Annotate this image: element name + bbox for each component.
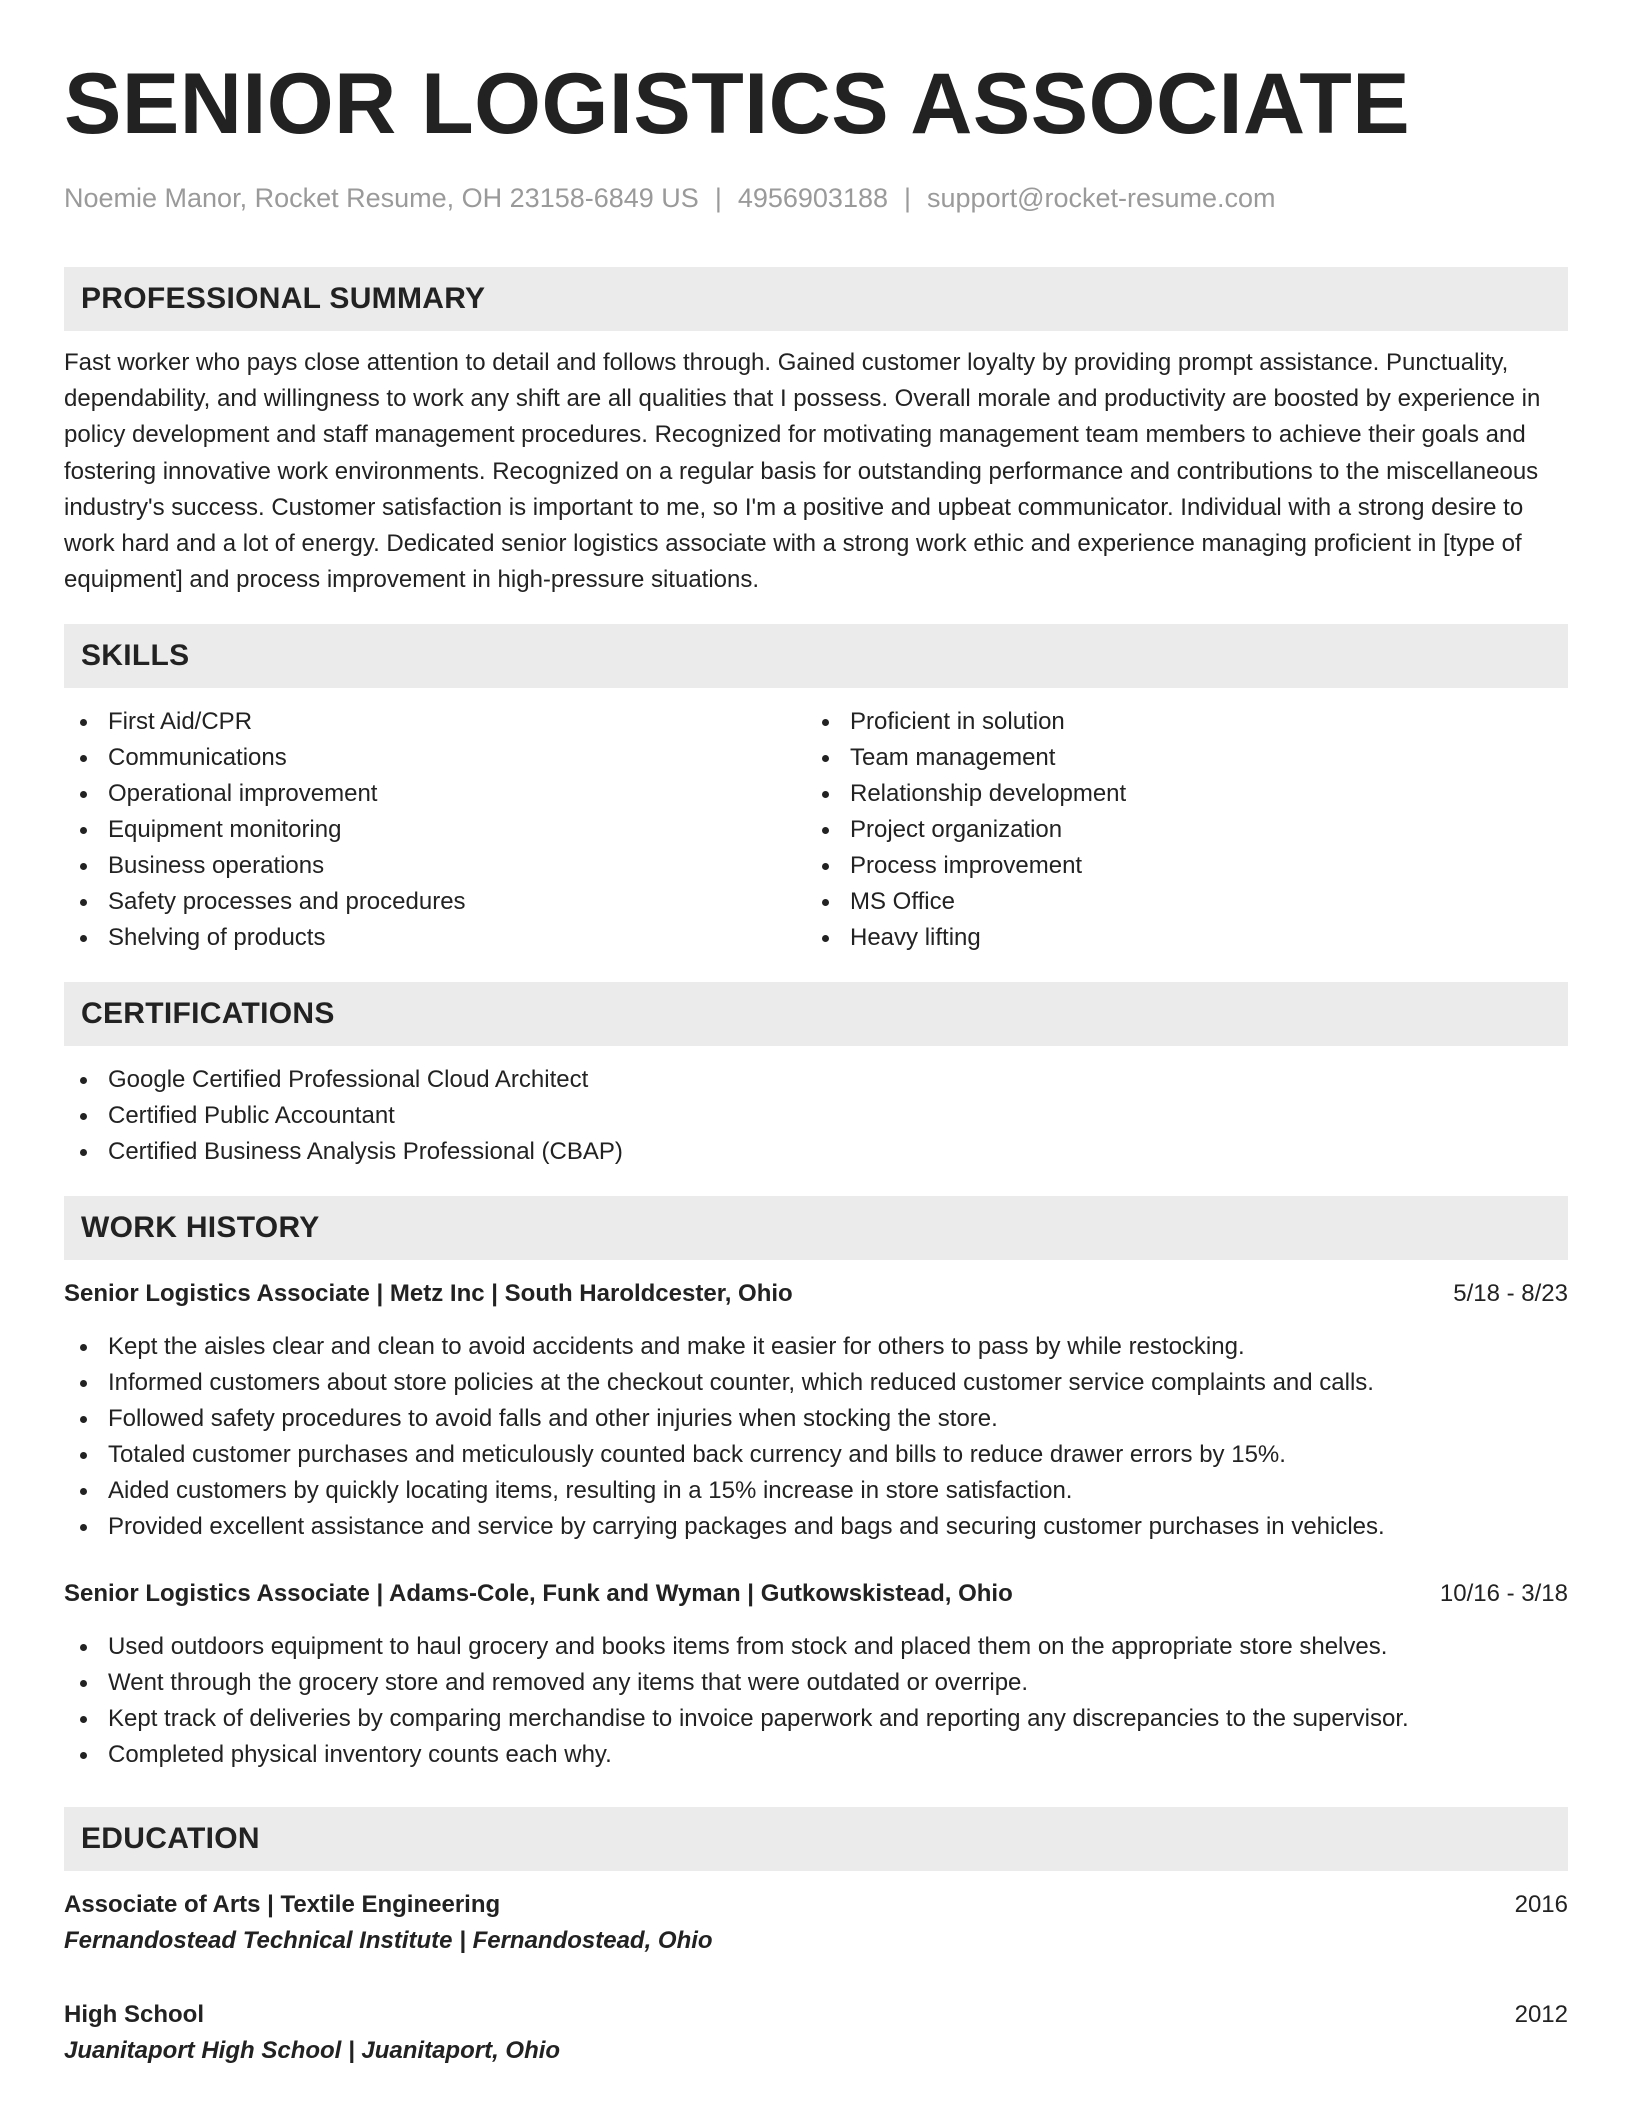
skill-item: Shelving of products [64,920,806,956]
job-bullet: Aided customers by quickly locating items, resulting in a 15% increase in store satisfaction. [64,1473,1568,1509]
skill-item: Heavy lifting [806,920,1548,956]
contact-email: support@rocket-resume.com [927,183,1276,213]
resume-title: SENIOR LOGISTICS ASSOCIATE [64,56,1411,152]
section-certifications-heading [64,982,1568,1046]
skill-item: Communications [64,740,806,776]
skill-item: Safety processes and procedures [64,884,806,920]
skill-item: Equipment monitoring [64,812,806,848]
certification-item: Google Certified Professional Cloud Architect [64,1062,1568,1098]
job-bullet: Informed customers about store policies at the checkout counter, which reduced customer service complaints and calls. [64,1365,1568,1401]
contact-phone: 4956903188 [737,183,888,213]
section-education-heading [64,1807,1568,1871]
job-bullets [64,1629,1568,1773]
education-degree: High School [64,2001,204,2029]
skills-column-right [806,704,1548,956]
job-bullet: Used outdoors equipment to haul grocery and books items from stock and placed them on the appropriate store shelves. [64,1629,1568,1665]
skill-item: Proficient in solution [806,704,1548,740]
skill-item: First Aid/CPR [64,704,806,740]
skill-item: Project organization [806,812,1548,848]
education-school: Juanitaport High School | Juanitaport, Ohio [64,2037,561,2065]
education-year: 2016 [1514,1891,1568,1919]
job-bullet: Totaled customer purchases and meticulously counted back currency and bills to reduce drawer errors by 15%. [64,1437,1568,1473]
education-entry [64,1997,1568,2069]
section-heading-text: PROFESSIONAL SUMMARY [81,282,486,315]
job-dates: 10/16 - 3/18 [1439,1580,1568,1608]
education-header [64,1997,1568,2033]
summary-text: Fast worker who pays close attention to detail and follows through. Gained customer loyalty by providing prompt assistance. Punctuality, dependability, and willingness to work any shift are all qualities that I possess. Overall morale and productivity are boosted by experience in policy development and staff management procedures. Recognized for motivating management team members to achieve their goals and fostering innovative work environments. Recognized on a regular basis for outstanding performance and contributions to the miscellaneous industry's success. Customer satisfaction is important to me, so I'm a positive and upbeat communicator. Individual with a strong desire to work hard and a lot of energy. Dedicated senior logistics associate with a strong work ethic and experience managing proficient in [type of equipment] and process improvement in high-pressure situations. [64,349,1541,594]
job-bullets [64,1329,1568,1545]
education-year: 2012 [1514,2001,1568,2029]
skill-item: Relationship development [806,776,1548,812]
skill-item: Process improvement [806,848,1548,884]
job-entry [64,1276,1568,1545]
section-summary-heading [64,267,1568,331]
skill-item: Business operations [64,848,806,884]
section-skills-heading [64,624,1568,688]
job-title: Senior Logistics Associate | Adams-Cole, Funk and Wyman | Gutkowskistead, Ohio [64,1580,1013,1608]
education-header [64,1887,1568,1923]
skills-column-left [64,704,806,956]
section-work-history-heading [64,1196,1568,1260]
section-heading-text: CERTIFICATIONS [81,997,335,1031]
skills-list [64,704,1568,956]
job-header [64,1576,1568,1612]
contact-line [64,180,1568,216]
certifications-list [64,1062,1568,1170]
section-heading-text: WORK HISTORY [81,1211,320,1245]
section-heading-text: EDUCATION [81,1822,260,1856]
contact-address: Noemie Manor, Rocket Resume, OH 23158-6849 US [64,183,699,213]
section-heading-text: SKILLS [81,639,190,673]
job-bullet: Provided excellent assistance and service by carrying packages and bags and securing customer purchases in vehicles. [64,1509,1568,1545]
job-bullet: Kept the aisles clear and clean to avoid accidents and make it easier for others to pass by while restocking. [64,1329,1568,1365]
education-entry [64,1887,1568,1959]
contact-separator: | [904,183,912,213]
education-school: Fernandostead Technical Institute | Fernandostead, Ohio [64,1927,713,1955]
job-bullet: Kept track of deliveries by comparing merchandise to invoice paperwork and reporting any discrepancies to the supervisor. [64,1701,1568,1737]
job-title: Senior Logistics Associate | Metz Inc | South Haroldcester, Ohio [64,1280,793,1308]
job-entry [64,1576,1568,1773]
contact-separator: | [714,183,722,213]
job-bullet: Followed safety procedures to avoid falls and other injuries when stocking the store. [64,1401,1568,1437]
skill-item: Team management [806,740,1548,776]
job-bullet: Completed physical inventory counts each why. [64,1737,1568,1773]
job-header [64,1276,1568,1312]
job-dates: 5/18 - 8/23 [1453,1280,1568,1308]
skill-item: Operational improvement [64,776,806,812]
education-degree: Associate of Arts | Textile Engineering [64,1891,501,1919]
certification-item: Certified Business Analysis Professional (CBAP) [64,1134,1568,1170]
certification-item: Certified Public Accountant [64,1098,1568,1134]
skill-item: MS Office [806,884,1548,920]
job-bullet: Went through the grocery store and removed any items that were outdated or overripe. [64,1665,1568,1701]
